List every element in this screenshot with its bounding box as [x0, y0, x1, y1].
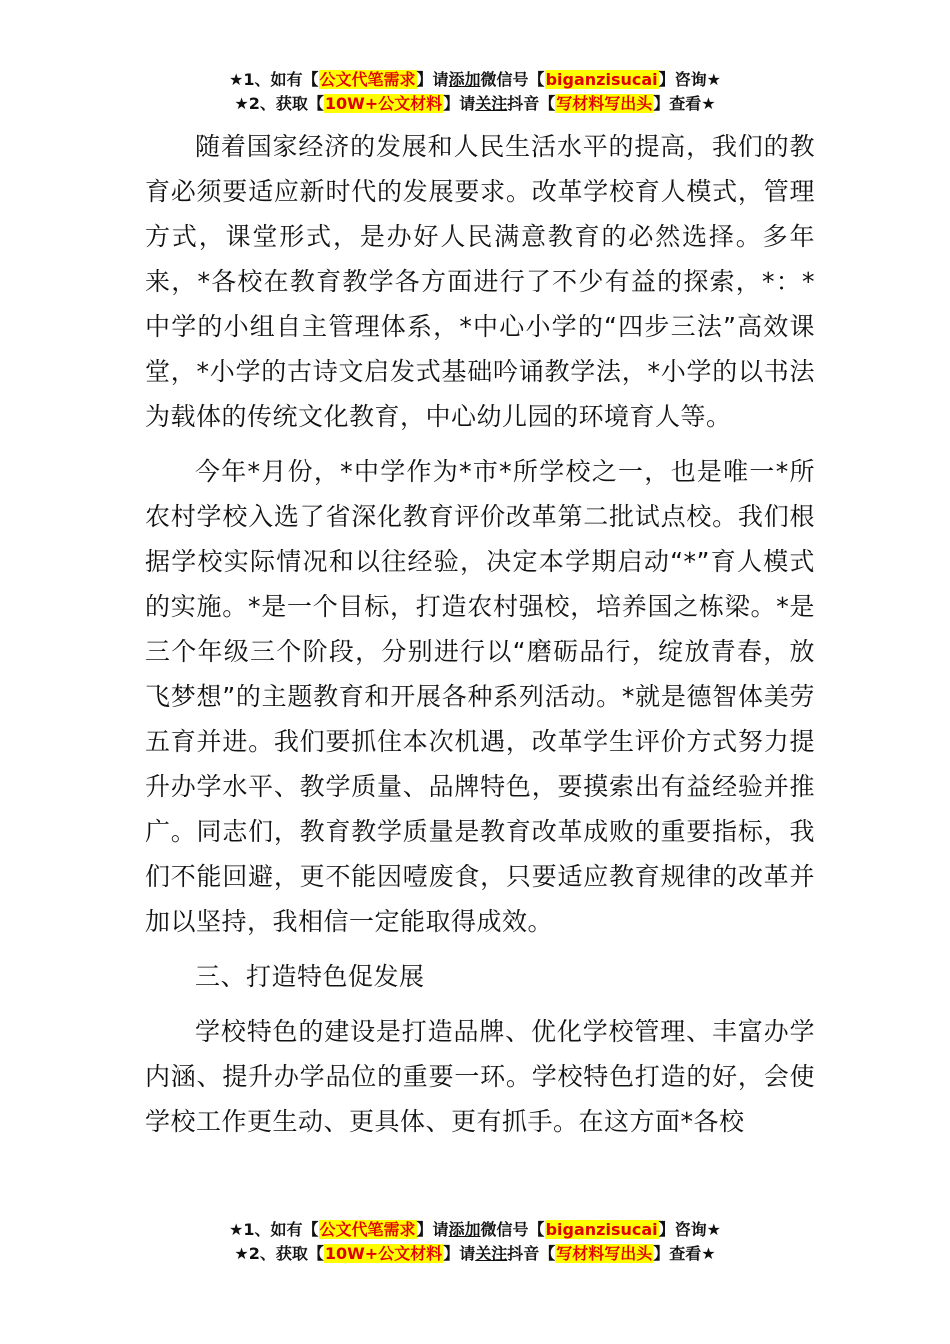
- banner-highlight: 公文代笔需求: [319, 70, 416, 89]
- banner-highlight: biganzisucai: [545, 1220, 658, 1239]
- banner-highlight: biganzisucai: [545, 70, 658, 89]
- banner-highlight: 10W+公文材料: [324, 94, 443, 113]
- document-body: [145, 124, 815, 1154]
- banner-highlight: 10W+公文材料: [324, 1244, 443, 1263]
- banner-line-2: ★2、获取【10W+公文材料】请关注抖音【写材料写出头】查看★: [234, 94, 716, 113]
- banner-highlight: 写材料写出头: [556, 1244, 653, 1263]
- banner-highlight: 公文代笔需求: [319, 1220, 416, 1239]
- banner-line-1: ★1、如有【公文代笔需求】请添加微信号【biganzisucai】咨询★: [229, 70, 721, 89]
- banner-line-1: ★1、如有【公文代笔需求】请添加微信号【biganzisucai】咨询★: [229, 1220, 721, 1239]
- paragraph: 学校特色的建设是打造品牌、优化学校管理、丰富办学内涵、提升办学品位的重要一环。学校特色打造的好，会使学校工作更生动、更具体、更有抓手。在这方面*各校: [145, 1017, 815, 1136]
- header-banner: [0, 68, 950, 116]
- section-heading: 三、打造特色促发展: [195, 962, 425, 991]
- paragraph: 今年*月份，*中学作为*市*所学校之一，也是唯一*所农村学校入选了省深化教育评价改革第二批试点校。我们根据学校实际情况和以往经验，决定本学期启动“*”育人模式的实施。*是一个目标，打造农村强校，培养国之栋梁。*是三个年级三个阶段，分别进行以“磨砺品行，绽放青春，放飞梦想”的主题教育和开展各种系列活动。*就是德智体美劳五育并进。我们要抓住本次机遇，改革学生评价方式努力提升办学水平、教学质量、品牌特色，要摸索出有益经验并推广。同志们，教育教学质量是教育改革成败的重要指标，我们不能回避，更不能因噎废食，只要适应教育规律的改革并加以坚持，我相信一定能取得成效。: [145, 457, 815, 936]
- banner-highlight: 写材料写出头: [556, 94, 653, 113]
- paragraph: 随着国家经济的发展和人民生活水平的提高，我们的教育必须要适应新时代的发展要求。改革学校育人模式，管理方式，课堂形式，是办好人民满意教育的必然选择。多年来，*各校在教育教学各方面进行了不少有益的探索，*：*中学的小组自主管理体系，*中心小学的“四步三法”高效课堂，*小学的古诗文启发式基础吟诵教学法，*小学的以书法为载体的传统文化教育，中心幼儿园的环境育人等。: [145, 132, 815, 431]
- banner-line-2: ★2、获取【10W+公文材料】请关注抖音【写材料写出头】查看★: [234, 1244, 716, 1263]
- footer-banner: [0, 1218, 950, 1266]
